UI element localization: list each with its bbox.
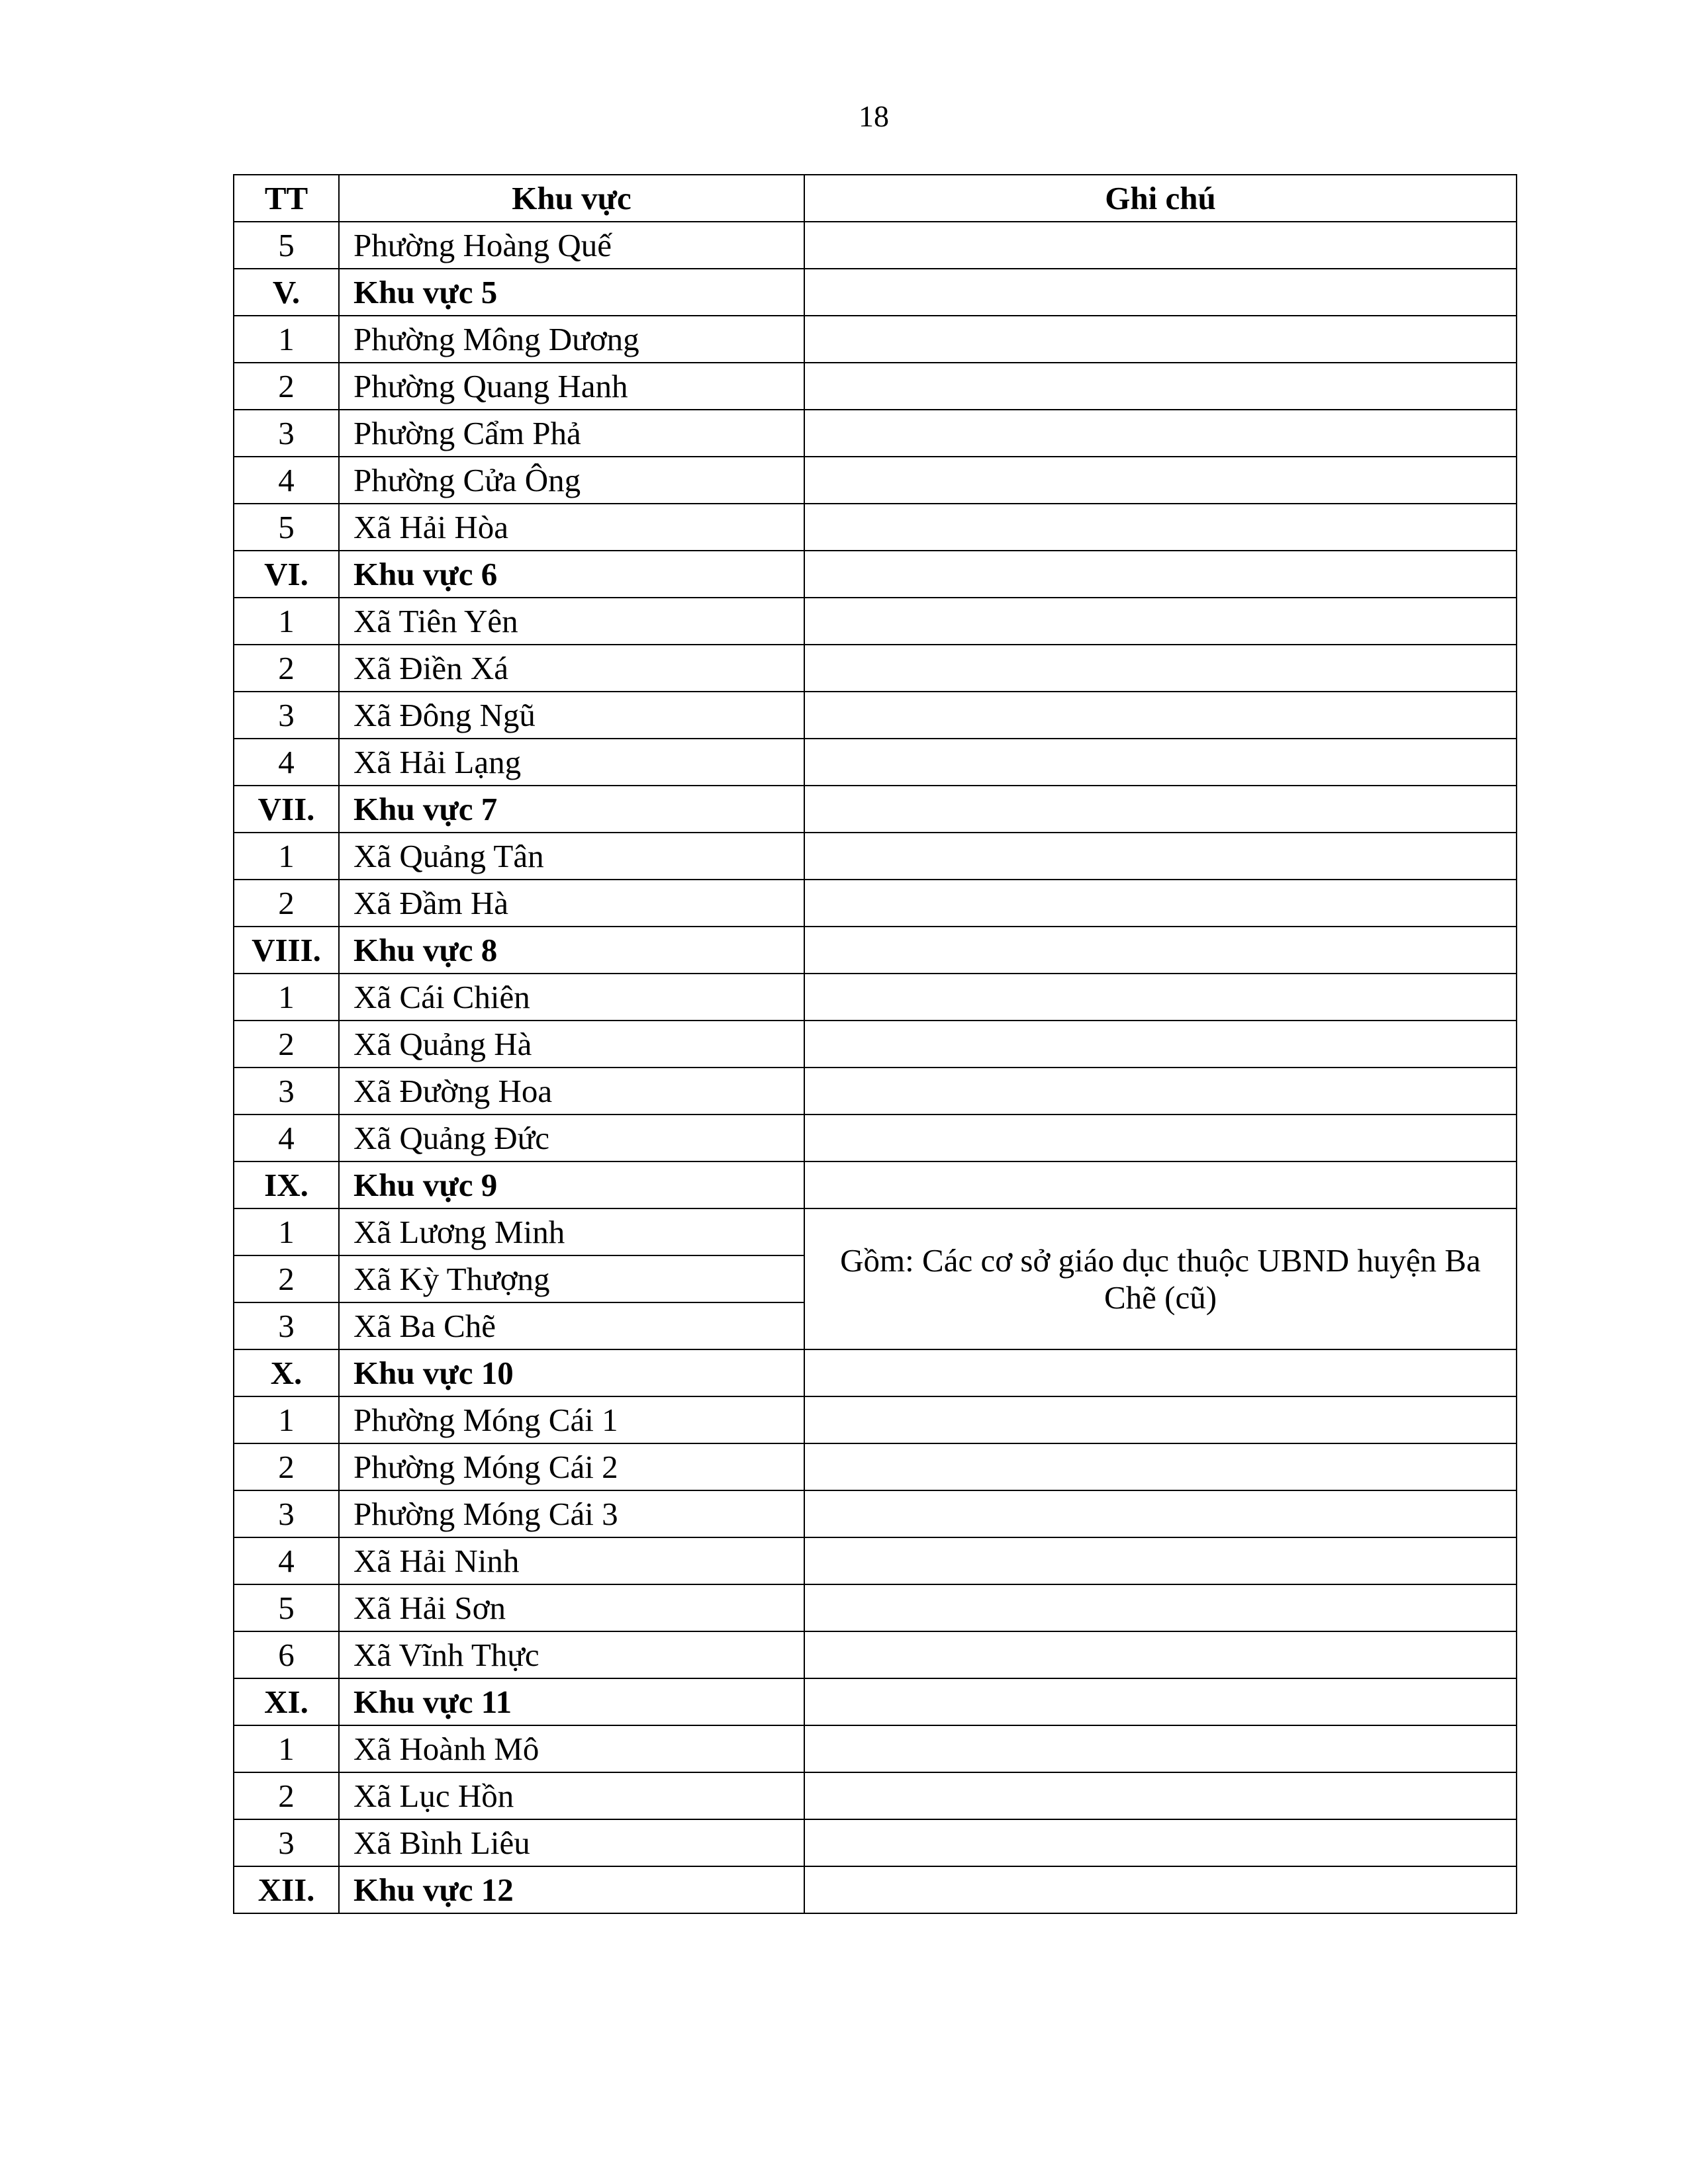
- cell-tt: 3: [234, 1819, 339, 1866]
- cell-tt: 3: [234, 1302, 339, 1349]
- cell-tt: VI.: [234, 551, 339, 598]
- table-row: [234, 1631, 1517, 1678]
- table-group-row: [234, 1349, 1517, 1396]
- cell-tt: 1: [234, 598, 339, 645]
- table-row: [234, 598, 1517, 645]
- cell-area: Xã Cái Chiên: [339, 974, 804, 1021]
- cell-tt: 4: [234, 739, 339, 786]
- cell-note: [804, 1725, 1517, 1772]
- cell-tt: 2: [234, 1255, 339, 1302]
- cell-note: [804, 880, 1517, 927]
- cell-tt: 2: [234, 1021, 339, 1068]
- table-row: [234, 692, 1517, 739]
- cell-area: Phường Hoàng Quế: [339, 222, 804, 269]
- table-row: [234, 1819, 1517, 1866]
- table-row: [234, 645, 1517, 692]
- table-row: [234, 974, 1517, 1021]
- cell-area: Khu vực 7: [339, 786, 804, 833]
- cell-area: Xã Tiên Yên: [339, 598, 804, 645]
- cell-area: Phường Móng Cái 3: [339, 1490, 804, 1537]
- cell-tt: 2: [234, 880, 339, 927]
- cell-note: [804, 645, 1517, 692]
- table-group-row: [234, 786, 1517, 833]
- header-area: Khu vực: [339, 175, 804, 222]
- cell-tt: 5: [234, 504, 339, 551]
- cell-area: Xã Lục Hồn: [339, 1772, 804, 1819]
- cell-note: [804, 692, 1517, 739]
- cell-area: Phường Quang Hanh: [339, 363, 804, 410]
- table-row: [234, 1115, 1517, 1161]
- cell-note: [804, 1021, 1517, 1068]
- cell-tt: 1: [234, 1725, 339, 1772]
- cell-area: Xã Đông Ngũ: [339, 692, 804, 739]
- table-row: [234, 1490, 1517, 1537]
- cell-area: Xã Kỳ Thượng: [339, 1255, 804, 1302]
- cell-area: Khu vực 5: [339, 269, 804, 316]
- cell-tt: 2: [234, 645, 339, 692]
- cell-note: [804, 974, 1517, 1021]
- cell-area: Khu vực 8: [339, 927, 804, 974]
- cell-tt: 1: [234, 316, 339, 363]
- table-group-row: [234, 551, 1517, 598]
- cell-tt: 6: [234, 1631, 339, 1678]
- cell-tt: 5: [234, 1584, 339, 1631]
- cell-note: [804, 1115, 1517, 1161]
- cell-area: Xã Điền Xá: [339, 645, 804, 692]
- cell-area: Khu vực 12: [339, 1866, 804, 1913]
- cell-note: [804, 1819, 1517, 1866]
- cell-note: [804, 1396, 1517, 1443]
- cell-area: Xã Đường Hoa: [339, 1068, 804, 1115]
- table-group-row: [234, 269, 1517, 316]
- table-group-row: [234, 927, 1517, 974]
- cell-note: [804, 1490, 1517, 1537]
- cell-tt: 2: [234, 363, 339, 410]
- cell-note: [804, 739, 1517, 786]
- cell-tt: X.: [234, 1349, 339, 1396]
- cell-tt: IX.: [234, 1161, 339, 1208]
- cell-note: [804, 222, 1517, 269]
- cell-tt: XI.: [234, 1678, 339, 1725]
- cell-area: Xã Quảng Hà: [339, 1021, 804, 1068]
- cell-note: [804, 1537, 1517, 1584]
- cell-tt: VII.: [234, 786, 339, 833]
- table-row: [234, 410, 1517, 457]
- table-row: [234, 1443, 1517, 1490]
- cell-note: [804, 786, 1517, 833]
- table-row: [234, 1208, 1517, 1255]
- cell-area: Phường Mông Dương: [339, 316, 804, 363]
- table-row: [234, 1725, 1517, 1772]
- cell-area: Khu vực 9: [339, 1161, 804, 1208]
- table-row: [234, 316, 1517, 363]
- cell-note: [804, 363, 1517, 410]
- cell-note: [804, 1772, 1517, 1819]
- cell-note: [804, 1349, 1517, 1396]
- cell-tt: 5: [234, 222, 339, 269]
- cell-area: Xã Quảng Đức: [339, 1115, 804, 1161]
- cell-area: Xã Bình Liêu: [339, 1819, 804, 1866]
- table-row: [234, 1396, 1517, 1443]
- cell-tt: 4: [234, 1115, 339, 1161]
- table-group-row: [234, 1161, 1517, 1208]
- table-row: [234, 1021, 1517, 1068]
- header-note: Ghi chú: [804, 175, 1517, 222]
- table-row: [234, 1537, 1517, 1584]
- cell-area: Phường Cửa Ông: [339, 457, 804, 504]
- cell-area: Khu vực 11: [339, 1678, 804, 1725]
- table-body: [234, 222, 1517, 1913]
- cell-note: [804, 1866, 1517, 1913]
- cell-note: [804, 410, 1517, 457]
- cell-note: [804, 1631, 1517, 1678]
- cell-tt: 3: [234, 1490, 339, 1537]
- table-row: [234, 739, 1517, 786]
- cell-tt: VIII.: [234, 927, 339, 974]
- table-row: [234, 1584, 1517, 1631]
- cell-area: Xã Vĩnh Thực: [339, 1631, 804, 1678]
- cell-note: [804, 598, 1517, 645]
- cell-tt: 4: [234, 457, 339, 504]
- table-row: [234, 363, 1517, 410]
- table-group-row: [234, 1866, 1517, 1913]
- table-row: [234, 1068, 1517, 1115]
- cell-area: Xã Hải Hòa: [339, 504, 804, 551]
- cell-tt: 3: [234, 410, 339, 457]
- table-row: [234, 504, 1517, 551]
- cell-area: Phường Móng Cái 1: [339, 1396, 804, 1443]
- cell-tt: 2: [234, 1772, 339, 1819]
- cell-note: [804, 1443, 1517, 1490]
- cell-area: Xã Hải Sơn: [339, 1584, 804, 1631]
- cell-note: [804, 1068, 1517, 1115]
- cell-area: Xã Đầm Hà: [339, 880, 804, 927]
- cell-tt: 1: [234, 974, 339, 1021]
- cell-area: Phường Móng Cái 2: [339, 1443, 804, 1490]
- cell-note: [804, 1678, 1517, 1725]
- cell-tt: 2: [234, 1443, 339, 1490]
- area-table: [233, 174, 1517, 1914]
- cell-tt: 1: [234, 1396, 339, 1443]
- cell-note: [804, 269, 1517, 316]
- header-tt: TT: [234, 175, 339, 222]
- cell-note: [804, 457, 1517, 504]
- cell-note: [804, 1584, 1517, 1631]
- cell-note-merged: Gồm: Các cơ sở giáo dục thuộc UBND huyện Ba Chẽ (cũ): [804, 1208, 1517, 1349]
- cell-note: [804, 833, 1517, 880]
- cell-area: Khu vực 6: [339, 551, 804, 598]
- table-row: [234, 880, 1517, 927]
- cell-note: [804, 927, 1517, 974]
- cell-tt: 1: [234, 833, 339, 880]
- cell-note: [804, 316, 1517, 363]
- table-row: [234, 833, 1517, 880]
- cell-note: [804, 504, 1517, 551]
- cell-area: Xã Quảng Tân: [339, 833, 804, 880]
- cell-note: [804, 551, 1517, 598]
- table-header-row: [234, 175, 1517, 222]
- cell-tt: XII.: [234, 1866, 339, 1913]
- cell-area: Xã Hoành Mô: [339, 1725, 804, 1772]
- cell-tt: 3: [234, 692, 339, 739]
- cell-tt: 4: [234, 1537, 339, 1584]
- table-row: [234, 222, 1517, 269]
- table-row: [234, 457, 1517, 504]
- cell-note: [804, 1161, 1517, 1208]
- cell-tt: 3: [234, 1068, 339, 1115]
- cell-area: Phường Cẩm Phả: [339, 410, 804, 457]
- cell-tt: 1: [234, 1208, 339, 1255]
- cell-tt: V.: [234, 269, 339, 316]
- page-number: 18: [859, 99, 889, 133]
- cell-area: Xã Hải Ninh: [339, 1537, 804, 1584]
- cell-area: Xã Hải Lạng: [339, 739, 804, 786]
- cell-area: Xã Ba Chẽ: [339, 1302, 804, 1349]
- table-row: [234, 1772, 1517, 1819]
- cell-area: Xã Lương Minh: [339, 1208, 804, 1255]
- table-group-row: [234, 1678, 1517, 1725]
- cell-area: Khu vực 10: [339, 1349, 804, 1396]
